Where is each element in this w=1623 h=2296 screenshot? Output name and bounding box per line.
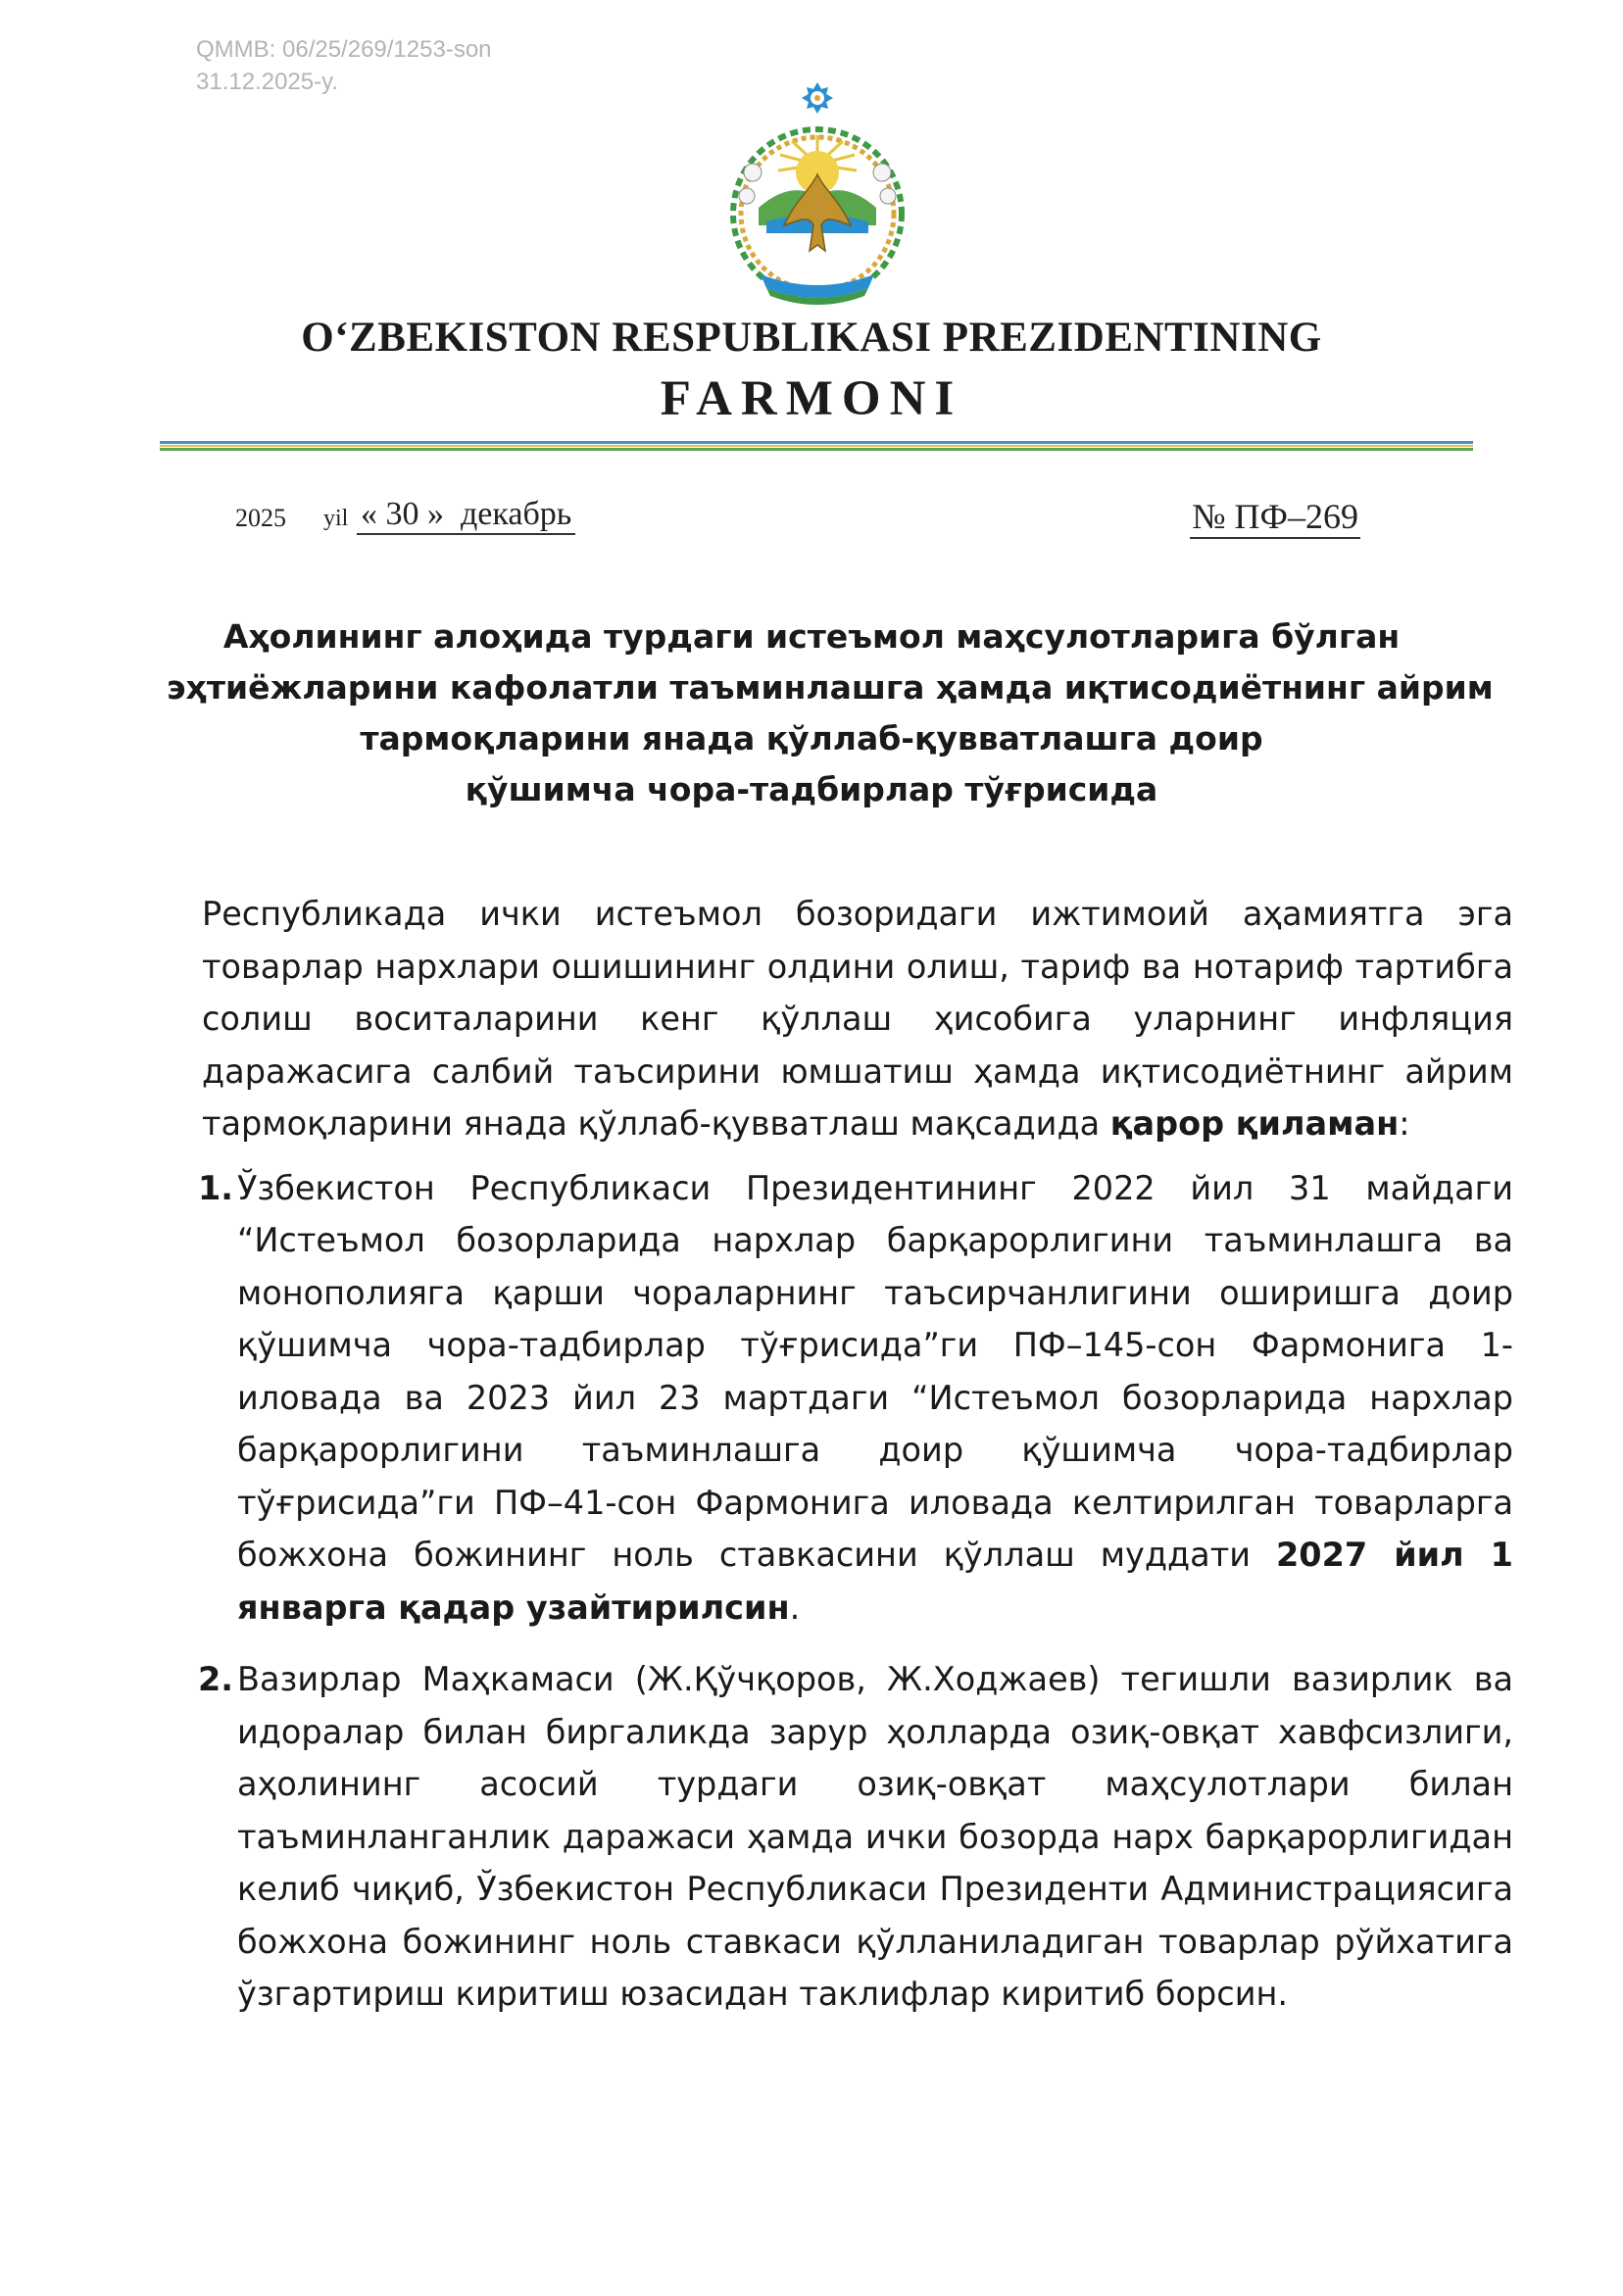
item-number: 2. xyxy=(198,1660,234,1698)
title-line: Аҳолининг алоҳида турдаги истеъмол маҳсулотларига бўлган xyxy=(222,617,1401,656)
item-number: 1. xyxy=(198,1168,234,1207)
intro-resolution: қарор қиламан xyxy=(1109,1104,1400,1143)
item-text: Вазирлар Маҳкамаси (Ж.Қўчқоров, Ж.Ходжаев) тегишли вазирлик ва идоралар билан биргаликда зарур ҳолларда озиқ-овқат хавфсизлиги, аҳолининг асосий турдаги озиқ-овқат маҳсулотлари билан таъминланганлик даражаси ҳамда ички бозорда нарх барқарорлигидан келиб чиқиб, Ўзбекистон Республикаси Президенти Администрациясига божхона божининг ноль ставкаси қўлланиладиган товарлар рўйхатига ўзгартириш киритиш юзасидан таклифлар киритиб борсин. xyxy=(237,1660,1513,2013)
intro-colon: : xyxy=(1399,1104,1410,1143)
state-emblem-icon xyxy=(702,78,933,310)
title-line: қўшимча чора-тадбирлар тўғрисида xyxy=(465,770,1158,808)
date-and-number xyxy=(235,496,1360,539)
header-divider xyxy=(160,440,1473,452)
intro-paragraph xyxy=(202,888,1513,1150)
document-number: № ПФ–269 xyxy=(1190,496,1360,539)
list-item xyxy=(198,1162,1513,1635)
intro-text: Республикада ички истеъмол бозоридаги ижтимоий аҳамиятга эга товарлар нархлари ошишининг олдини олиш, тариф ва нотариф тартибга солиш воситаларини кенг қўллаш ҳисобига уларнинг инфляция даражасига салбий таъсирини юмшатиш ҳамда иқтисодиётнинг айрим тармоқларини янада қўллаб-қувватлаш мақсадида xyxy=(202,895,1513,1143)
list-item xyxy=(198,1653,1513,2021)
title-line: тармоқларини янада қўллаб-қувватлашга доир xyxy=(360,719,1263,757)
document-type: FARMONI xyxy=(660,371,963,426)
decree-body xyxy=(198,888,1513,2021)
stamp-registration-number: QMMB: 06/25/269/1253-son xyxy=(196,36,492,63)
year-label: yil xyxy=(323,506,349,531)
document-year: 2025 xyxy=(235,504,286,532)
item-end: . xyxy=(789,1588,801,1627)
item-text: Ўзбекистон Республикаси Президентининг 2022 йил 31 майдаги “Истеъмол бозорларида нархлар барқарорлигини таъминлашга ва монополияга қарши чораларнинг таъсирчанлигини оширишга доир қўшимча чора-тадбирлар тўғрисида”ги ПФ–145-сон Фармонига 1-иловада ва 2023 йил 23 мартдаги “Истеъмол бозорларида нархлар барқарорлигини таъминлашга доир қўшимча чора-тадбирлар тўғрисида”ги ПФ–41-сон Фармонига иловада келтирилган товарларга божхона божининг ноль ставкасини қўллаш муддати xyxy=(237,1168,1513,1574)
registration-stamp xyxy=(196,33,492,98)
title-line: эҳтиёжларини кафолатли таъминлашга ҳамда иқтисодиётнинг айрим xyxy=(167,668,1494,707)
stamp-date: 31.12.2025-y. xyxy=(196,69,338,95)
document-heading: O‘ZBEKISTON RESPUBLIKASI PREZIDENTINING xyxy=(301,315,1322,361)
document-date: « 30 » декабрь xyxy=(357,496,575,535)
item-emphasis: 2027 йил 1 январга қадар узайтирилсин xyxy=(237,1536,1513,1627)
decree-title xyxy=(167,611,1494,815)
